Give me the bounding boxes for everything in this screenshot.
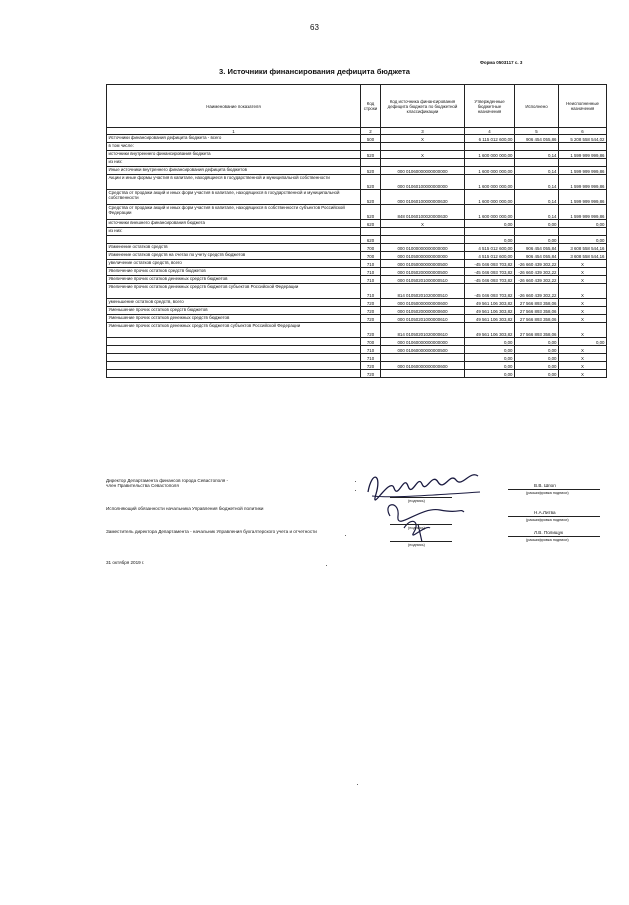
column-number: 6: [559, 128, 607, 135]
table-row: [107, 354, 607, 362]
acting-title: Исполняющий обязанности начальника Управления бюджетной политики: [106, 506, 264, 511]
row-source-code: 000 01060000000000000: [381, 338, 465, 346]
row-source-code: 000 01050200000000500: [381, 268, 465, 276]
row-name: [107, 354, 361, 362]
director-name: В.В. Шпоп: [534, 483, 556, 488]
row-unexecuted: X: [559, 276, 607, 284]
column-header: Наименование показателя: [107, 85, 361, 128]
table-row: [107, 205, 607, 220]
row-unexecuted: X: [559, 354, 607, 362]
row-source-code: X: [381, 135, 465, 143]
row-approved: 4 515 012 600,00: [465, 244, 515, 252]
table-row: [107, 151, 607, 159]
row-name: Увеличение прочих остатков средств бюджетов: [107, 268, 361, 276]
row-approved: 1 600 000 000,00: [465, 205, 515, 220]
row-line-code: 720: [361, 315, 381, 323]
table-row: [107, 228, 607, 236]
scan-dot: [326, 565, 327, 566]
row-line-code: 500: [361, 135, 381, 143]
row-source-code: 000 01050201000000510: [381, 276, 465, 284]
row-approved: 0,00: [465, 338, 515, 346]
row-name: источники внутреннего финансирования бюджета: [107, 151, 361, 159]
row-source-code: [381, 370, 465, 378]
acting-signature-line: [390, 524, 452, 525]
row-executed: 0,14: [515, 205, 559, 220]
row-executed: 27 566 893 358,06: [515, 299, 559, 307]
row-executed: 0,00: [515, 370, 559, 378]
financing-sources-table: [106, 84, 607, 378]
table-row: [107, 190, 607, 205]
deputy-title: Заместитель директора Департамента - начальник Управления бухгалтерского учета и отчетности: [106, 529, 317, 534]
row-line-code: 620: [361, 220, 381, 228]
row-executed: 0,00: [515, 346, 559, 354]
row-line-code: 710: [361, 346, 381, 354]
row-approved: 49 561 106 303,82: [465, 315, 515, 323]
table-row: [107, 315, 607, 323]
table-row: [107, 252, 607, 260]
deputy-signature-line: [390, 541, 452, 542]
row-source-code: [381, 159, 465, 167]
row-approved: [465, 228, 515, 236]
row-unexecuted: X: [559, 268, 607, 276]
column-number: 5: [515, 128, 559, 135]
row-approved: 49 561 106 303,82: [465, 307, 515, 315]
table-row: [107, 307, 607, 315]
column-numbers-row: [107, 128, 607, 135]
row-name: Средства от продажи акций и иных форм участия в капитале, находящихся в государственной и муниципальной собственности: [107, 190, 361, 205]
acting-name-line: [508, 516, 600, 517]
row-name: Уменьшение прочих остатков средств бюджетов: [107, 307, 361, 315]
row-approved: 0,00: [465, 236, 515, 244]
page-number: 63: [310, 23, 319, 32]
row-line-code: 520: [361, 151, 381, 159]
row-name: Иные источники внутреннего финансирования дефицита бюджетов: [107, 167, 361, 175]
row-approved: -45 046 093 703,82: [465, 284, 515, 299]
table-row: [107, 175, 607, 190]
row-name: Уменьшение прочих остатков денежных средств бюджетов: [107, 315, 361, 323]
row-approved: 4 515 012 600,00: [465, 252, 515, 260]
signature-caption: (подпись): [408, 526, 425, 530]
column-header: Неисполненные назначения: [559, 85, 607, 128]
table-row: [107, 370, 607, 378]
row-source-code: 848 01060100020000630: [381, 205, 465, 220]
row-approved: 1 600 000 000,00: [465, 190, 515, 205]
row-approved: 0,00: [465, 220, 515, 228]
row-approved: -45 046 093 703,82: [465, 276, 515, 284]
row-approved: 1 600 000 000,00: [465, 167, 515, 175]
row-line-code: 700: [361, 252, 381, 260]
row-unexecuted: 1 599 999 999,86: [559, 175, 607, 190]
row-source-code: 000 01060100000000630: [381, 190, 465, 205]
row-unexecuted: 1 599 999 999,86: [559, 205, 607, 220]
row-name: Увеличение прочих остатков денежных средств бюджетов: [107, 276, 361, 284]
row-source-code: 000 01050000000000500: [381, 260, 465, 268]
row-executed: 27 566 893 358,06: [515, 307, 559, 315]
scan-dot: [357, 784, 358, 785]
decryption-caption: (расшифровка подписи): [526, 491, 569, 495]
row-approved: 6 115 012 600,00: [465, 135, 515, 143]
row-line-code: 700: [361, 244, 381, 252]
row-line-code: 520: [361, 190, 381, 205]
column-number: 4: [465, 128, 515, 135]
decryption-caption: (расшифровка подписи): [526, 518, 569, 522]
row-source-code: 000 01050000000000000: [381, 252, 465, 260]
row-source-code: [381, 143, 465, 151]
row-unexecuted: [559, 143, 607, 151]
row-name: Источники финансирования дефицита бюджета - всего: [107, 135, 361, 143]
column-number: 2: [361, 128, 381, 135]
table-body: [107, 135, 607, 378]
table-row: [107, 260, 607, 268]
row-unexecuted: X: [559, 284, 607, 299]
row-name: [107, 338, 361, 346]
deputy-name: Л.В. Полищук: [534, 530, 564, 535]
row-unexecuted: [559, 159, 607, 167]
row-line-code: [361, 159, 381, 167]
row-name: источники внешнего финансирования бюджета: [107, 220, 361, 228]
row-executed: 0,00: [515, 220, 559, 228]
row-name: Акции и иные формы участия в капитале, находящиеся в государственной и муниципальной собственности: [107, 175, 361, 190]
row-unexecuted: 1 599 999 999,86: [559, 190, 607, 205]
director-title-line1: Директор Департамента финансов города Севастополя -: [106, 478, 229, 483]
row-source-code: 000 01050000000000600: [381, 299, 465, 307]
row-unexecuted: 3 608 558 544,16: [559, 244, 607, 252]
table-row: [107, 346, 607, 354]
row-source-code: [381, 354, 465, 362]
table-row: [107, 284, 607, 299]
row-source-code: 000 01060100000000000: [381, 175, 465, 190]
row-executed: [515, 228, 559, 236]
row-source-code: [381, 228, 465, 236]
row-line-code: [361, 143, 381, 151]
row-unexecuted: X: [559, 346, 607, 354]
row-executed: 906 454 055,84: [515, 252, 559, 260]
row-unexecuted: X: [559, 260, 607, 268]
row-source-code: 000 01060000000000500: [381, 346, 465, 354]
column-number: 1: [107, 128, 361, 135]
row-line-code: 720: [361, 307, 381, 315]
deputy-name-line: [508, 536, 600, 537]
row-name: в том числе:: [107, 143, 361, 151]
row-approved: -45 046 093 703,82: [465, 268, 515, 276]
row-source-code: X: [381, 220, 465, 228]
table-row: [107, 220, 607, 228]
row-source-code: 000 01050200000000600: [381, 307, 465, 315]
row-line-code: 700: [361, 338, 381, 346]
row-line-code: 710: [361, 354, 381, 362]
row-line-code: 520: [361, 175, 381, 190]
row-approved: -45 046 093 703,82: [465, 260, 515, 268]
row-line-code: 620: [361, 236, 381, 244]
row-source-code: 000 01050201000000610: [381, 315, 465, 323]
row-approved: 0,00: [465, 370, 515, 378]
row-line-code: 710: [361, 268, 381, 276]
row-name: из них:: [107, 228, 361, 236]
row-line-code: 710: [361, 276, 381, 284]
row-approved: [465, 159, 515, 167]
table-row: [107, 338, 607, 346]
row-executed: -26 660 439 302,22: [515, 284, 559, 299]
row-line-code: 710: [361, 284, 381, 299]
report-date: 31 октября 2019 г.: [106, 560, 145, 565]
row-unexecuted: 1 599 999 999,86: [559, 151, 607, 159]
row-approved: 0,00: [465, 346, 515, 354]
row-name: [107, 346, 361, 354]
row-line-code: 710: [361, 260, 381, 268]
row-unexecuted: X: [559, 323, 607, 338]
row-executed: 0,00: [515, 362, 559, 370]
table-row: [107, 167, 607, 175]
row-unexecuted: X: [559, 307, 607, 315]
decryption-caption: (расшифровка подписи): [526, 538, 569, 542]
row-unexecuted: 3 608 558 544,16: [559, 252, 607, 260]
row-name: Изменение остатков средств: [107, 244, 361, 252]
row-source-code: 000 01000000000000000: [381, 244, 465, 252]
signature-caption: (подпись): [408, 543, 425, 547]
row-executed: 0,14: [515, 167, 559, 175]
row-approved: [465, 143, 515, 151]
row-line-code: 720: [361, 299, 381, 307]
row-unexecuted: 0,00: [559, 236, 607, 244]
row-approved: 0,00: [465, 354, 515, 362]
row-name: уменьшение остатков средств, всего: [107, 299, 361, 307]
column-header: Исполнено: [515, 85, 559, 128]
row-executed: [515, 143, 559, 151]
row-approved: 49 561 106 303,82: [465, 299, 515, 307]
column-number: 3: [381, 128, 465, 135]
director-title: [106, 478, 228, 488]
row-executed: -26 660 439 302,22: [515, 268, 559, 276]
table-row: [107, 268, 607, 276]
row-name: Уменьшение прочих остатков денежных средств бюджетов субъектов Российской Федерации: [107, 323, 361, 338]
table-row: [107, 135, 607, 143]
row-unexecuted: [559, 228, 607, 236]
row-source-code: 000 01060000000000000: [381, 167, 465, 175]
row-unexecuted: 1 599 999 999,86: [559, 167, 607, 175]
row-name: Изменение остатков средств на счетах по учету средств бюджетов: [107, 252, 361, 260]
row-name: из них:: [107, 159, 361, 167]
row-unexecuted: 0,00: [559, 220, 607, 228]
row-unexecuted: 0,00: [559, 338, 607, 346]
row-executed: 0,14: [515, 151, 559, 159]
table-row: [107, 143, 607, 151]
row-unexecuted: X: [559, 315, 607, 323]
row-name: Увеличение прочих остатков денежных средств бюджетов субъектов Российской Федерации: [107, 284, 361, 299]
director-name-line: [508, 489, 600, 490]
table-row: [107, 244, 607, 252]
table-row: [107, 362, 607, 370]
row-line-code: 720: [361, 323, 381, 338]
row-line-code: 720: [361, 370, 381, 378]
row-executed: 27 566 893 358,06: [515, 315, 559, 323]
row-source-code: X: [381, 151, 465, 159]
row-executed: 0,00: [515, 338, 559, 346]
row-line-code: [361, 228, 381, 236]
director-signature-line: [390, 497, 452, 498]
acting-name: Н.А.Литва: [534, 510, 556, 515]
row-approved: 1 600 000 000,00: [465, 151, 515, 159]
column-header: Код строки: [361, 85, 381, 128]
row-executed: 906 454 055,84: [515, 244, 559, 252]
row-unexecuted: X: [559, 299, 607, 307]
row-line-code: 520: [361, 205, 381, 220]
table-header-row: [107, 85, 607, 128]
row-executed: 27 566 893 358,06: [515, 323, 559, 338]
row-executed: 906 454 055,86: [515, 135, 559, 143]
row-source-code: 000 01060000000000600: [381, 362, 465, 370]
row-line-code: 720: [361, 362, 381, 370]
form-code: Форма 0503117 с. 3: [480, 60, 523, 65]
row-executed: 0,14: [515, 190, 559, 205]
row-executed: 0,00: [515, 236, 559, 244]
row-name: увеличение остатков средств, всего: [107, 260, 361, 268]
scan-dot: [355, 481, 356, 482]
director-title-line2: член Правительства Севастополя: [106, 483, 179, 488]
row-source-code: 814 01050201020000610: [381, 323, 465, 338]
table-row: [107, 299, 607, 307]
handwritten-signatures-image: [360, 466, 490, 544]
column-header: Утвержденные бюджетные назначения: [465, 85, 515, 128]
row-name: [107, 236, 361, 244]
row-source-code: 814 01050201020000510: [381, 284, 465, 299]
table-row: [107, 236, 607, 244]
row-name: [107, 362, 361, 370]
row-approved: 1 600 000 000,00: [465, 175, 515, 190]
row-unexecuted: X: [559, 370, 607, 378]
page-title: 3. Источники финансирования дефицита бюджета: [219, 67, 410, 76]
row-executed: -26 660 439 302,22: [515, 276, 559, 284]
row-executed: 0,00: [515, 354, 559, 362]
row-line-code: 520: [361, 167, 381, 175]
signature-caption: (подпись): [408, 499, 425, 503]
table-row: [107, 276, 607, 284]
row-name: Средства от продажи акций и иных форм участия в капитале, находящихся в собственности субъектов Российской Федерации: [107, 205, 361, 220]
row-source-code: [381, 236, 465, 244]
table-row: [107, 323, 607, 338]
row-executed: 0,14: [515, 175, 559, 190]
row-name: [107, 370, 361, 378]
scan-dot: [345, 535, 346, 536]
row-executed: [515, 159, 559, 167]
row-unexecuted: X: [559, 362, 607, 370]
row-unexecuted: 5 208 558 544,02: [559, 135, 607, 143]
table-row: [107, 159, 607, 167]
row-approved: 49 561 106 303,82: [465, 323, 515, 338]
row-executed: -26 660 439 302,22: [515, 260, 559, 268]
scan-dot: [355, 490, 356, 491]
column-header: Код источника финансирования дефицита бюджета по бюджетной классификации: [381, 85, 465, 128]
row-approved: 0,00: [465, 362, 515, 370]
